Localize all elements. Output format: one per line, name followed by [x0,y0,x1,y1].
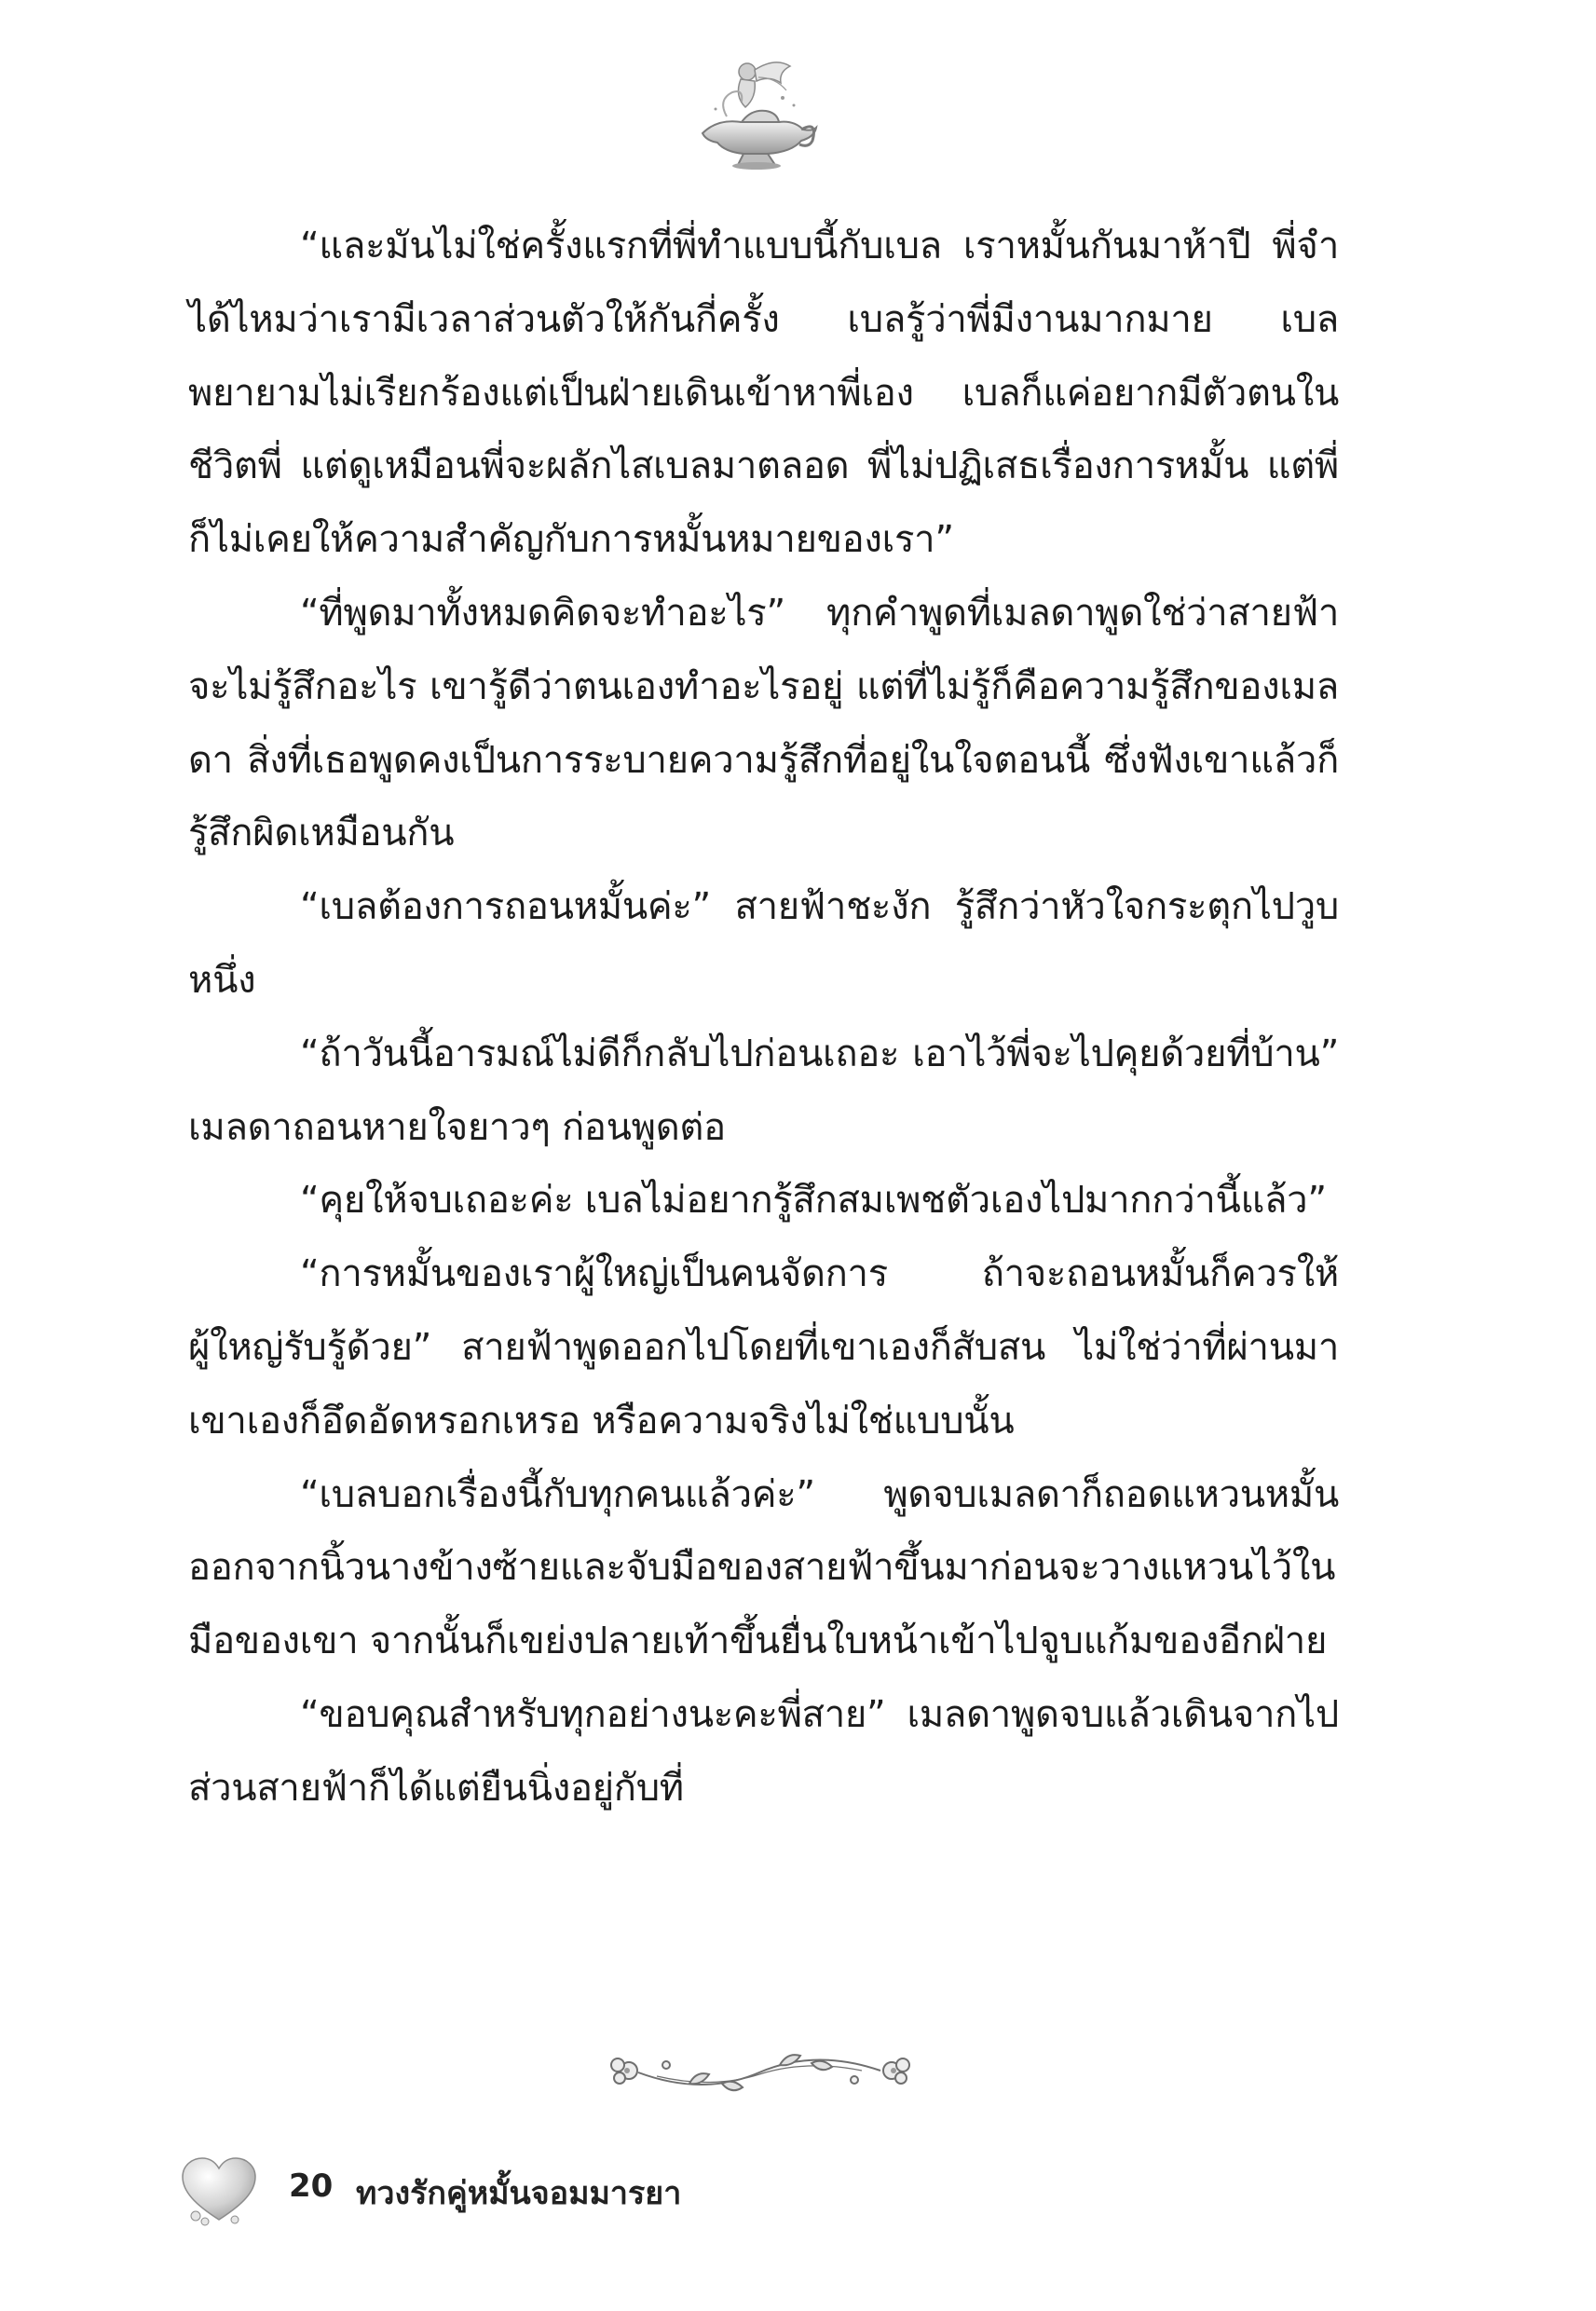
paragraph: “ขอบคุณสำหรับทุกอย่างนะคะพี่สาย” เมลดาพูดจบแล้วเดินจากไป ส่วนสายฟ้าก็ได้แต่ยืนนิ่งอยู่กับที่ [188,1692,1339,1810]
floral-vine-icon [601,2043,918,2099]
page-number: 20 [289,2167,334,2205]
paragraph: “คุยให้จบเถอะค่ะ เบลไม่อยากรู้สึกสมเพชตัวเองไปมากกว่านี้แล้ว” [300,1179,1327,1223]
paragraph: “เบลบอกเรื่องนี้กับทุกคนแล้วค่ะ” พูดจบเมลดาก็ถอดแหวนหมั้นออกจากนิ้วนางข้างซ้ายและจับมือของสายฟ้าขึ้นมาก่อนจะวางแหวนไว้ในมือของเขา จากนั้นก็เขย่งปลายเท้าขึ้นยื่นใบหน้าเข้าไปจูบแก้มของอีกฝ่าย [188,1472,1339,1663]
paragraph: “เบลต้องการถอนหมั้นค่ะ” สายฟ้าชะงัก รู้สึกว่าหัวใจกระตุกไปวูบหนึ่ง [188,885,1339,1002]
book-title: ทวงรักคู่หมั้นจอมมารยา [356,2175,682,2212]
paragraph: “และมันไม่ใช่ครั้งแรกที่พี่ทำแบบนี้กับเบล เราหมั้นกันมาห้าปี พี่จำได้ไหมว่าเรามีเวลาส่วนตัวให้กันกี่ครั้ง เบลรู้ว่าพี่มีงานมากมาย เบลพยายามไม่เรียกร้องแต่เป็นฝ่ายเดินเข้าหาพี่เอง เบลก็แค่อยากมีตัวตนในชีวิตพี่ แต่ดูเหมือนพี่จะผลักไสเบลมาตลอด พี่ไม่ปฏิเสธเรื่องการหมั้น แต่พี่ก็ไม่เคยให้ความสำคัญกับการหมั้นหมายของเรา” [188,225,1339,562]
paragraph: “การหมั้นของเราผู้ใหญ่เป็นคนจัดการ ถ้าจะถอนหมั้นก็ควรให้ผู้ใหญ่รับรู้ด้วย” สายฟ้าพูดออกไปโดยที่เขาเองก็สับสน ไม่ใช่ว่าที่ผ่านมาเขาเองก็อึดอัดหรอกเหรอ หรือความจริงไม่ใช่แบบนั้น [188,1252,1339,1443]
heart-icon [177,2153,261,2227]
paragraph: “ถ้าวันนี้อารมณ์ไม่ดีก็กลับไปก่อนเถอะ เอาไว้พี่จะไปคุยด้วยที่บ้าน” เมลดาถอนหายใจยาวๆ ก่อนพูดต่อ [188,1032,1339,1149]
page-footer [177,2153,1016,2227]
paragraph: “ที่พูดมาทั้งหมดคิดจะทำอะไร” ทุกคำพูดที่เมลดาพูดใช่ว่าสายฟ้าจะไม่รู้สึกอะไร เขารู้ดีว่าตนเองทำอะไรอยู่ แต่ที่ไม่รู้ก็คือความรู้สึกของเมลดา สิ่งที่เธอพูดคงเป็นการระบายความรู้สึกที่อยู่ในใจตอนนี้ ซึ่งฟังเขาแล้วก็รู้สึกผิดเหมือนกัน [188,591,1339,855]
story-text [188,210,1339,1826]
genie-lamp-icon [689,51,820,172]
